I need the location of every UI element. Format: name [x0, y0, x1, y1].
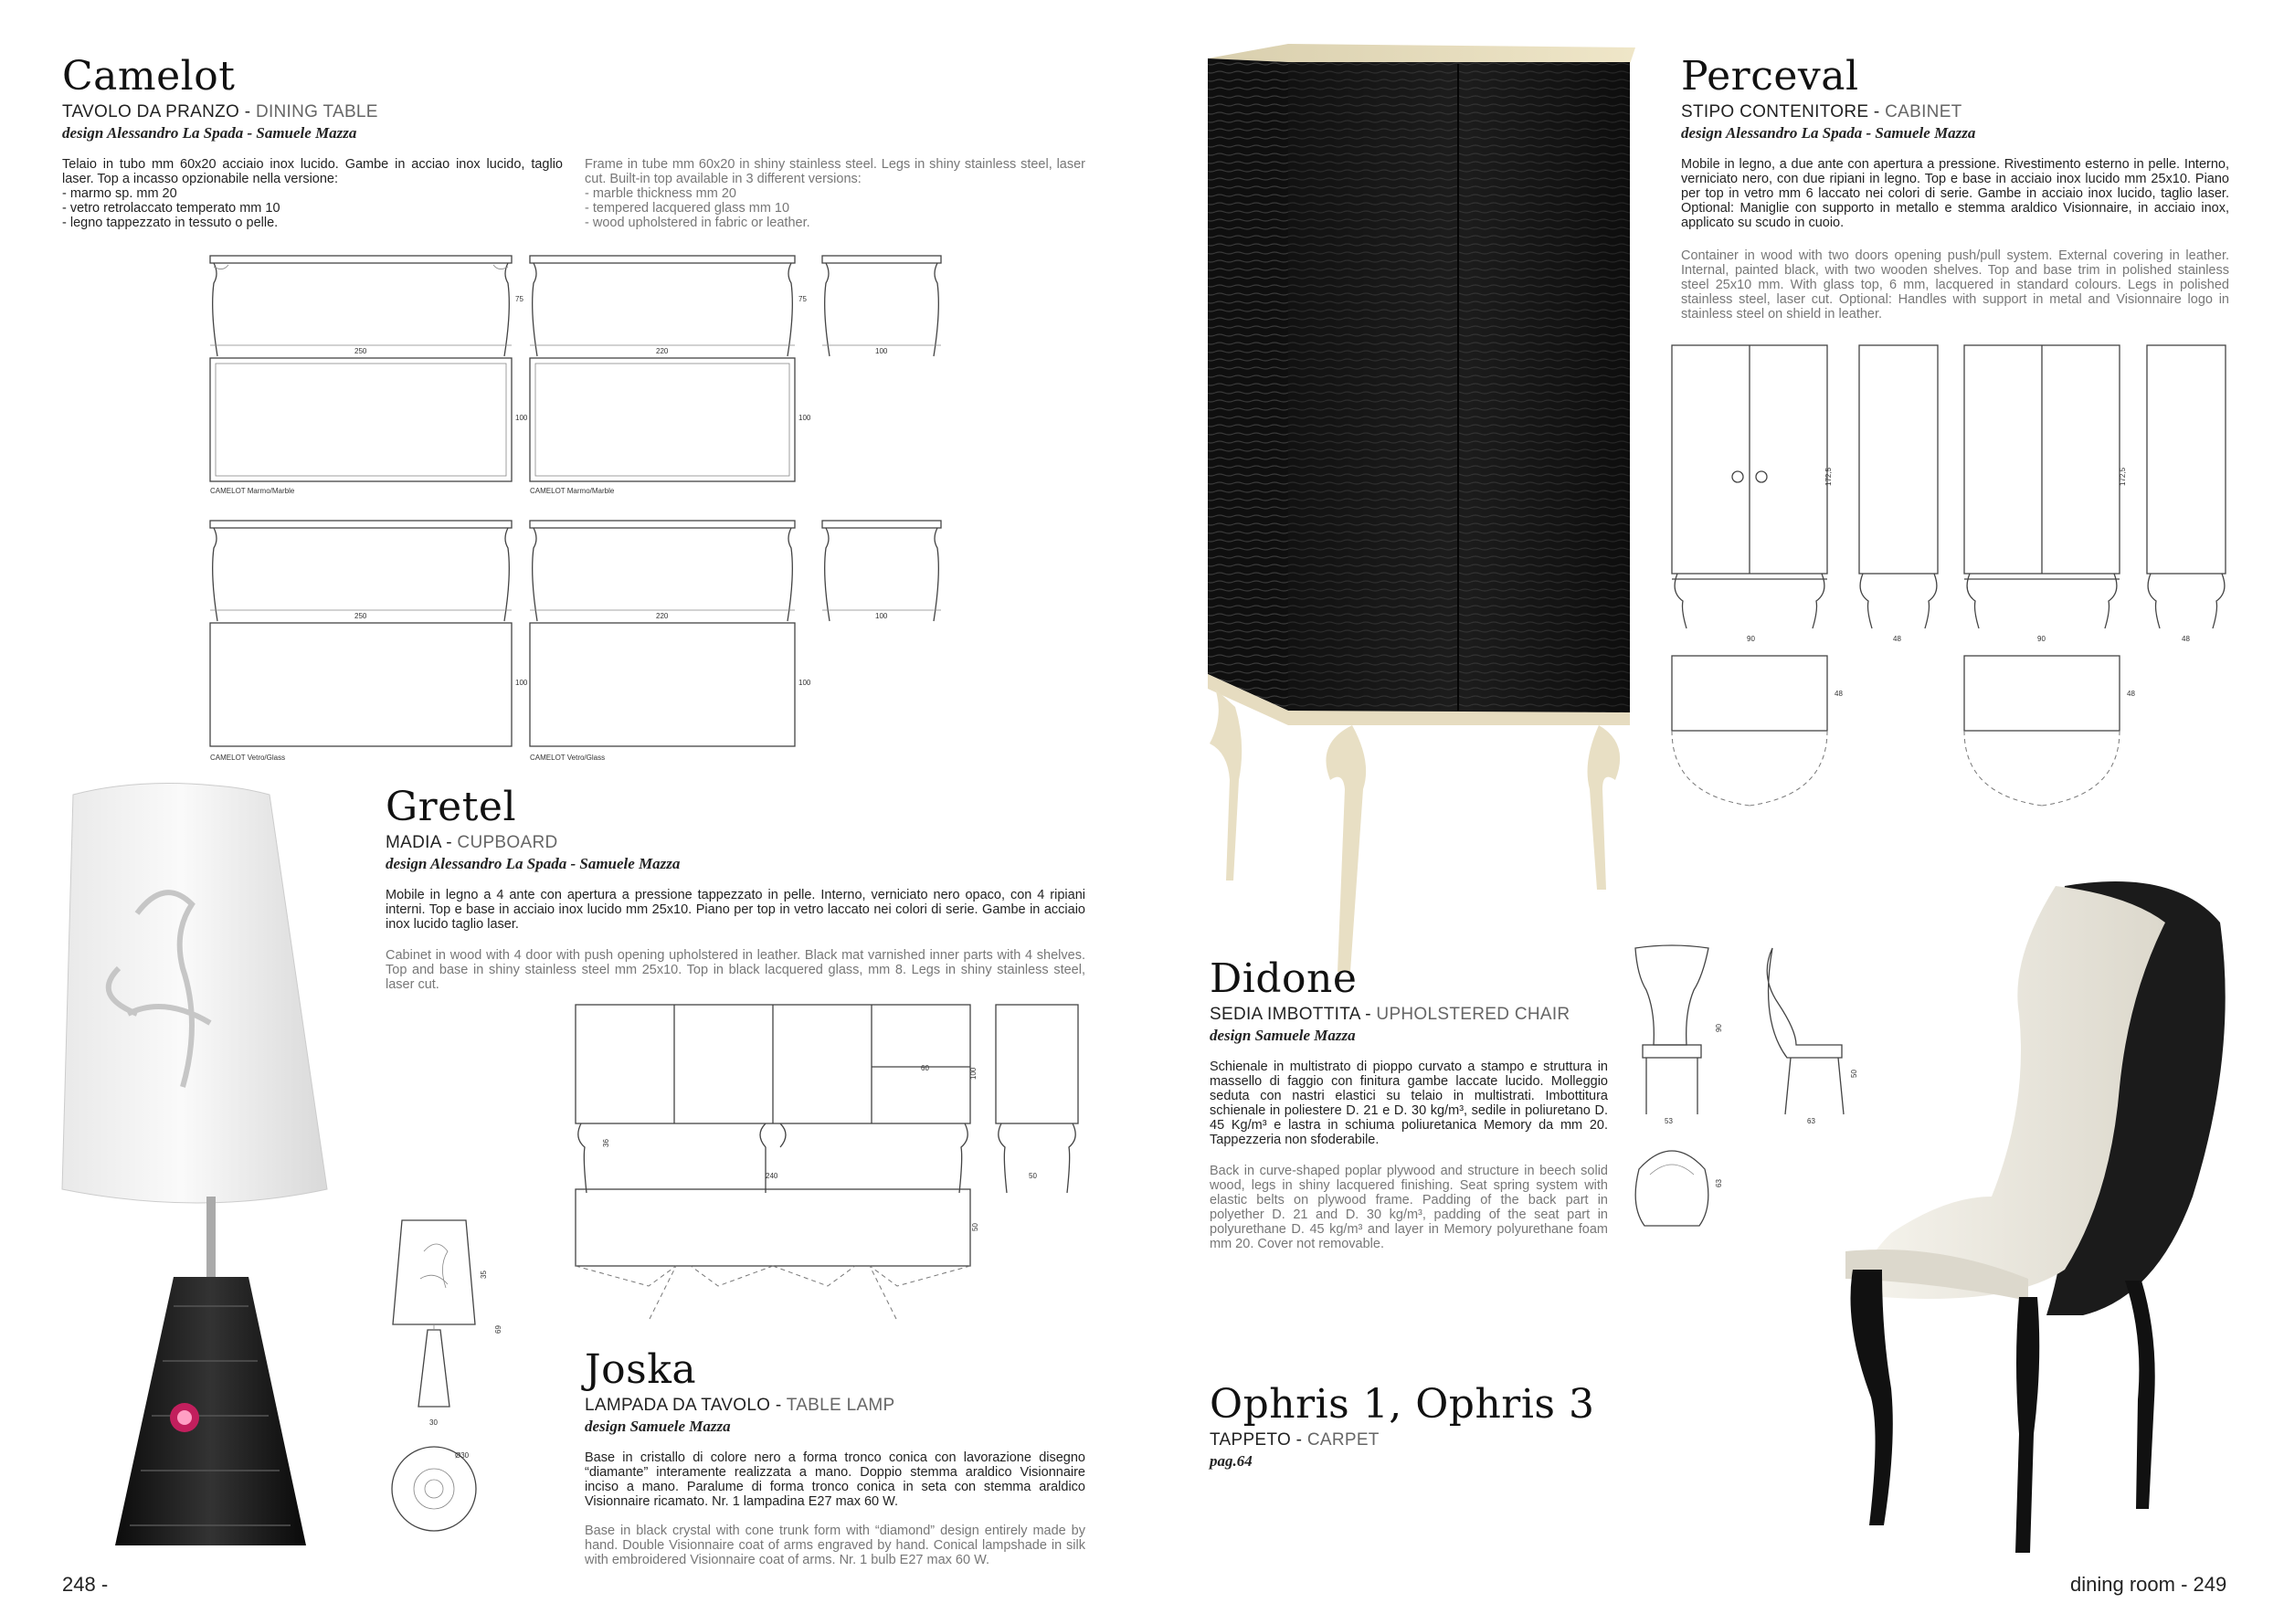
- perceval-description-it: Mobile in legno, a due ante con apertura a pressione. Rivestimento esterno in pelle. Interno, verniciato nero, con due ripiani in legno. Top e base in acciaio inox lucido mm 25x10. Piano per top in vetro mm 6 laccato nei colori di serie. Gambe in acciaio inox lucido, taglio laser. Optional: Maniglie con supporto in metallo e stemma araldico Visionnaire, in acciaio inox, applicato su scudo in cuoio.: [1681, 157, 2229, 230]
- page-number-right: dining room - 249: [2070, 1573, 2227, 1596]
- joska-technical-drawings: [384, 1215, 539, 1562]
- didone-dim-90: 90: [1715, 1024, 1723, 1032]
- joska-designer: design Samuele Mazza: [585, 1418, 731, 1435]
- joska-dim-diameter: Ø30: [455, 1451, 470, 1460]
- dim-220-a: 220: [656, 347, 669, 355]
- gretel-side-elevation: [996, 1005, 1078, 1193]
- perceval-dim-w-1: 90: [1747, 635, 1755, 643]
- didone-title: Didone: [1210, 955, 1358, 1002]
- dim-250-b: 250: [354, 612, 367, 620]
- ophris-type: TAPPETO - CARPET: [1210, 1430, 1380, 1450]
- dim-100-e: 100: [515, 679, 528, 687]
- gretel-technical-drawings: [566, 997, 1087, 1326]
- camelot-description-en: Frame in tube mm 60x20 in shiny stainless steel. Legs in shiny stainless steel, laser cut. Built-in top available in 3 different versions: - marble thickness mm 20 - tempered lacquered glass mm 10 - wood upholstered in fabric or leather.: [585, 157, 1085, 230]
- camelot-elevation-220-glass: [530, 521, 795, 621]
- gretel-dim-60: 60: [921, 1064, 929, 1072]
- perceval-dim-d-4: 48: [2127, 690, 2135, 698]
- camelot-designer: design Alessandro La Spada - Samuele Mazza: [62, 124, 357, 142]
- gretel-type-en: CUPBOARD: [457, 833, 558, 852]
- gretel-type-it: MADIA: [386, 833, 441, 852]
- camelot-glass-label-1: CAMELOT Vetro/Glass: [210, 754, 286, 762]
- didone-description-en: Back in curve-shaped poplar plywood and structure in beech solid wood, legs in shiny lacquered finishing. Seat spring system with elastic belts on plywood frame. Padding of the back part in polyether D. 21 and D. 30 kg/m³, padding of the seat part in polyurethane D. 45 kg/m³ and layer in Memory polyurethane foam mm 20. Cover not removable.: [1210, 1164, 1608, 1251]
- dim-250-a: 250: [354, 347, 367, 355]
- gretel-designer: design Alessandro La Spada - Samuele Mazza: [386, 855, 681, 872]
- gretel-dim-50-plan: 50: [971, 1223, 979, 1231]
- camelot-title: Camelot: [62, 53, 236, 100]
- camelot-plan-220-marble: [530, 358, 795, 481]
- joska-dim-30: 30: [429, 1418, 438, 1427]
- ophris-title: Ophris 1, Ophris 3: [1210, 1381, 1595, 1428]
- camelot-side-elevation-marble: [822, 256, 941, 356]
- camelot-glass-label-2: CAMELOT Vetro/Glass: [530, 754, 606, 762]
- camelot-elevation-220-marble: [530, 256, 795, 356]
- camelot-marble-label-1: CAMELOT Marmo/Marble: [210, 487, 295, 495]
- didone-description-it: Schienale in multistrato di pioppo curvato a stampo e struttura in massello di faggio con finitura gambe laccate lucido. Molleggio seduta con nastri elastici su telaio in multistrati. Imbottitura schienale in poliestere D. 21 e D. 30 kg/m³, sedile in poliuretano D. 45 Kg/m³ e lastra in schiuma poliuretanica Memory da mm 20. Tappezzeria non sfoderabile.: [1210, 1060, 1608, 1147]
- perceval-front-elevation-plain: [1964, 345, 2120, 628]
- perceval-dim-d-3: 48: [1835, 690, 1843, 698]
- perceval-dim-d-2: 48: [2182, 635, 2190, 643]
- dim-100-c: 100: [798, 414, 811, 422]
- gretel-dim-36: 36: [602, 1139, 610, 1147]
- camelot-marble-label-2: CAMELOT Marmo/Marble: [530, 487, 615, 495]
- perceval-type-en: CABINET: [1885, 102, 1962, 121]
- joska-description-en: Base in black crystal with cone trunk form with “diamond” design entirely made by hand. Double Visionnaire coat of arms engraved by hand. Conical lampshade in silk with embroidered Visionnaire coat of arms. Nr. 1 bulb E27 max 60 W.: [585, 1524, 1085, 1567]
- camelot-plan-250-glass: [210, 623, 512, 746]
- dim-75-a: 75: [515, 295, 523, 303]
- perceval-plan-view-1: [1672, 656, 1827, 806]
- camelot-plan-220-glass: [530, 623, 795, 746]
- perceval-dim-w-2: 90: [2037, 635, 2046, 643]
- dim-100-d: 100: [875, 612, 888, 620]
- didone-type-it: SEDIA IMBOTTITA: [1210, 1005, 1360, 1024]
- camelot-technical-drawings: [201, 247, 968, 776]
- perceval-plan-view-2: [1964, 656, 2120, 806]
- perceval-cabinet-photo: [1197, 44, 1644, 977]
- joska-type-it: LAMPADA DA TAVOLO: [585, 1396, 771, 1415]
- camelot-plan-250-marble: [210, 358, 512, 481]
- gretel-description-en: Cabinet in wood with 4 door with push opening upholstered in leather. Black mat varnished inner parts with 4 shelves. Top and base in shiny stainless steel mm 25x10. Top in black lacquered glass, mm 8. Legs in shiny stainless steel, laser cut.: [386, 948, 1085, 992]
- didone-front-elevation: [1635, 945, 1708, 1114]
- perceval-dim-d-1: 48: [1893, 635, 1901, 643]
- perceval-dim-h-2: 172,5: [2119, 467, 2127, 486]
- gretel-front-elevation: [576, 1005, 970, 1193]
- joska-dim-35: 35: [480, 1271, 488, 1279]
- gretel-description-it: Mobile in legno a 4 ante con apertura a pressione tappezzato in pelle. Interno, verniciato nero opaco, con 4 ripiani interni. Top e base in acciaio inox lucido mm 25x10. Piano per top in vetro laccato nei colori di serie. Gambe in acciaio inox lucido taglio laser.: [386, 888, 1085, 932]
- camelot-type: TAVOLO DA PRANZO - DINING TABLE: [62, 102, 378, 121]
- camelot-elevation-250-glass: [210, 521, 512, 621]
- camelot-type-it: TAVOLO DA PRANZO: [62, 102, 240, 121]
- ophris-type-it: TAPPETO: [1210, 1430, 1292, 1450]
- dim-100-f: 100: [798, 679, 811, 687]
- perceval-description-en: Container in wood with two doors opening push/pull system. External covering in leather. Internal, painted black, with two wooden shelves. Top and base trim in polished stainless steel 25x10 mm. With glass top, 6 mm, lacquered in standard colours. Legs in polished stainless steel, laser cut. Optional: Handles with support in metal and Visionnaire logo in stainless steel on shield in leather.: [1681, 248, 2229, 322]
- perceval-type-it: STIPO CONTENITORE: [1681, 102, 1869, 121]
- camelot-side-elevation-glass: [822, 521, 941, 621]
- didone-plan-view: [1635, 1151, 1708, 1226]
- didone-designer: design Samuele Mazza: [1210, 1027, 1356, 1044]
- dim-100-b: 100: [515, 414, 528, 422]
- joska-dim-69: 69: [494, 1325, 502, 1334]
- perceval-side-elevation-2: [2147, 345, 2226, 628]
- perceval-type: STIPO CONTENITORE - CABINET: [1681, 102, 1962, 121]
- didone-chair-photo: [1754, 868, 2247, 1608]
- dim-100-a: 100: [875, 347, 888, 355]
- camelot-description-it: Telaio in tubo mm 60x20 acciaio inox lucido. Gambe in acciao inox lucido, taglio laser. Top a incasso opzionabile nella versione: - marmo sp. mm 20 - vetro retrolaccato temperato mm 10 - legno tappezzato in tessuto o pelle.: [62, 157, 563, 230]
- gretel-plan-view: [576, 1189, 970, 1321]
- perceval-front-elevation-handles: [1672, 345, 1827, 628]
- didone-dim-53: 53: [1665, 1117, 1673, 1125]
- dim-220-b: 220: [656, 612, 669, 620]
- joska-title: Joska: [585, 1346, 697, 1393]
- perceval-title: Perceval: [1681, 53, 1859, 100]
- joska-elevation: [393, 1220, 475, 1407]
- gretel-title: Gretel: [386, 784, 517, 830]
- gretel-dim-50-side: 50: [1029, 1172, 1037, 1180]
- perceval-dim-h-1: 172,5: [1824, 467, 1833, 486]
- dim-75-b: 75: [798, 295, 807, 303]
- joska-lamp-photo: [37, 776, 384, 1580]
- ophris-type-en: CARPET: [1306, 1430, 1380, 1450]
- didone-dim-63: 63: [1807, 1117, 1815, 1125]
- page-number-left: 248 -: [62, 1573, 109, 1596]
- joska-type-en: TABLE LAMP: [786, 1396, 895, 1415]
- ophris-page-reference: pag.64: [1210, 1452, 1253, 1470]
- camelot-elevation-250-marble: [210, 256, 512, 356]
- gretel-dim-240: 240: [766, 1172, 778, 1180]
- perceval-side-elevation-1: [1859, 345, 1938, 628]
- didone-type-en: UPHOLSTERED CHAIR: [1376, 1005, 1570, 1024]
- gretel-dim-100: 100: [969, 1067, 978, 1080]
- perceval-designer: design Alessandro La Spada - Samuele Mazza: [1681, 124, 1976, 142]
- joska-type: LAMPADA DA TAVOLO - TABLE LAMP: [585, 1396, 895, 1415]
- perceval-technical-drawings: [1663, 340, 2247, 824]
- didone-dim-50: 50: [1850, 1070, 1858, 1078]
- didone-type: SEDIA IMBOTTITA - UPHOLSTERED CHAIR: [1210, 1005, 1570, 1024]
- camelot-type-en: DINING TABLE: [255, 102, 378, 121]
- didone-dim-63-plan: 63: [1715, 1179, 1723, 1187]
- gretel-type: MADIA - CUPBOARD: [386, 833, 558, 852]
- joska-description-it: Base in cristallo di colore nero a forma tronco conica con lavorazione disegno “diamante” interamente realizzata a mano. Doppio stemma araldico Visionnaire inciso a mano. Paralume di forma tronco conica in seta con stemma araldico Visionnaire ricamato. Nr. 1 lampadina E27 max 60 W.: [585, 1450, 1085, 1509]
